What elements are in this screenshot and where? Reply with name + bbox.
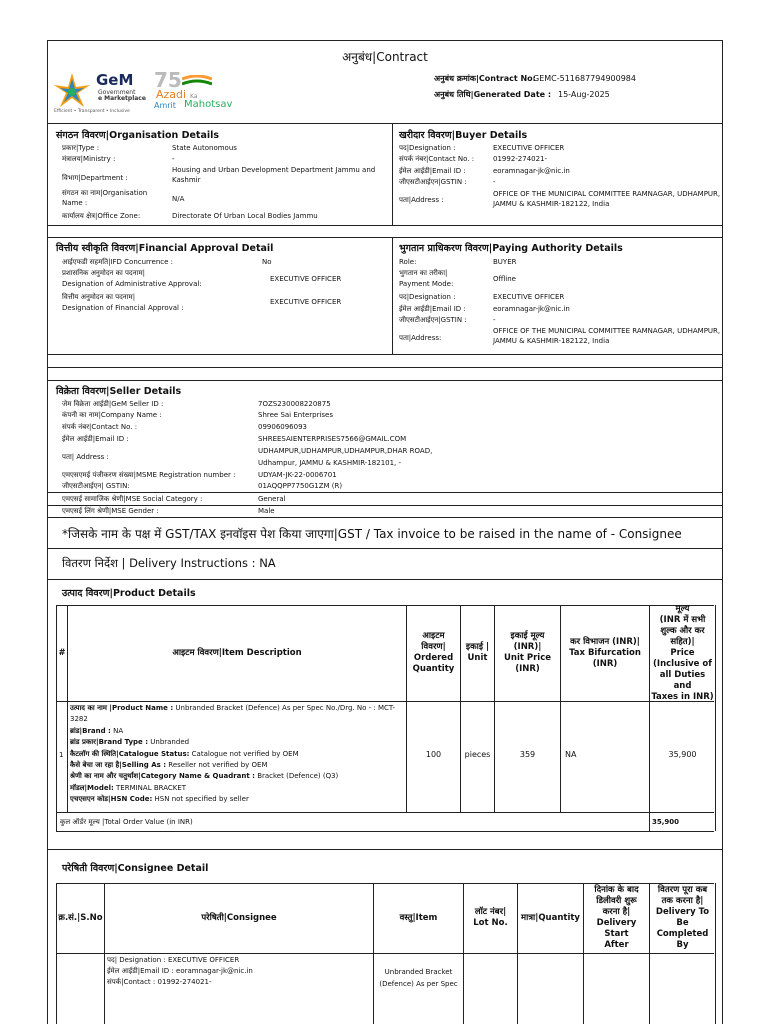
- seller-social-label: एमएसई सामाजिक श्रेणी|MSE Social Category :: [62, 495, 203, 503]
- paying-gstin-value: -: [493, 316, 496, 324]
- paying-email-value: eoramnagar-jk@nic.in: [493, 305, 570, 313]
- seller-gstin-label: जीएसटीआईएन| GSTIN:: [62, 482, 130, 490]
- col-tax-line: कर विभाजन (INR)|: [570, 636, 640, 647]
- col-delivery-complete: [650, 883, 715, 953]
- seller-heading: विक्रेता विवरण|Seller Details: [56, 386, 182, 397]
- col-start-line: डिलीवरी शुरू: [596, 896, 637, 906]
- consignee-email: ईमेल आईडी|Email ID : eoramnagar-jk@nic.in: [107, 967, 253, 975]
- model-label: मॉडल|Model:: [70, 783, 114, 792]
- product-row-tax: NA: [565, 750, 577, 759]
- col-sno: क्र.सं.|S.No: [58, 912, 103, 923]
- selling-label: कैसे बेचा जा रहा है|Selling As :: [70, 761, 167, 770]
- gem-star-icon: [52, 71, 92, 111]
- seller-email-label: ईमेल आईडी|Email ID :: [62, 435, 129, 443]
- col-item: वस्तु|Item: [399, 912, 438, 923]
- admin-approval-label-1: प्रशासनिक अनुमोदन का पदनाम|: [62, 269, 145, 277]
- product-row-qty: 100: [425, 750, 442, 759]
- gst-invoice-note: *जिसके नाम के पक्ष में GST/TAX इनवॉइस पेश किया जाएगा|GST / Tax invoice to be raised in the name of - Consignee: [62, 527, 682, 541]
- model-value: TERMINAL BRACKET: [116, 783, 187, 792]
- col-price-line: इकाई मूल्य: [510, 631, 545, 641]
- product-name-value: Unbranded Bracket (Defence) As per Spec No./Drg. No - : MCT-: [175, 704, 396, 712]
- consignee-contact: संपर्क|Contact : 01992-274021-: [107, 978, 212, 986]
- col-end-line: Completed: [656, 929, 709, 939]
- consignee-designation: पद| Designation : EXECUTIVE OFFICER: [107, 956, 240, 964]
- brand-type-value: Unbranded: [150, 738, 190, 747]
- col-unit-line: इकाई |: [465, 642, 490, 652]
- org-department-label: विभाग|Department :: [62, 174, 128, 182]
- col-start-line: दिनांक के बाद: [594, 885, 639, 895]
- fin-approval-value: EXECUTIVE OFFICER: [270, 298, 342, 306]
- page-title: अनुबंध|Contract: [342, 50, 428, 64]
- buyer-contact-value: 01992-274021-: [493, 155, 548, 163]
- buyer-email-label: ईमेल आईडी|Email ID :: [399, 167, 466, 175]
- col-end-line: वितरण पूरा कब: [657, 885, 708, 895]
- buyer-designation-value: EXECUTIVE OFFICER: [493, 144, 565, 152]
- paying-mode-value: Offline: [493, 275, 516, 283]
- contract-no-label: अनुबंध क्रमांक|Contract No:: [434, 74, 536, 83]
- col-total-line: all Duties and: [659, 669, 706, 691]
- col-total-line: सहित)|: [670, 636, 695, 647]
- paying-mode-label-2: Payment Mode:: [399, 280, 454, 288]
- org-type-label: प्रकार|Type :: [62, 144, 100, 152]
- col-qty-line: Ordered: [413, 653, 454, 663]
- product-row-total: 35,900: [668, 750, 697, 759]
- col-price-line: (INR): [515, 664, 540, 674]
- product-heading: उत्पाद विवरण|Product Details: [62, 588, 196, 599]
- col-tax-bifurcation: [561, 605, 649, 701]
- col-unit: [461, 605, 494, 701]
- paying-gstin-label: जीएसटीआईएन|GSTIN :: [399, 316, 467, 324]
- seller-address-line-1: UDHAMPUR,UDHAMPUR,UDHAMPUR,DHAR ROAD,: [258, 447, 433, 455]
- admin-approval-value: EXECUTIVE OFFICER: [270, 275, 342, 283]
- col-end-line: Be: [676, 918, 689, 928]
- org-office-zone-label: कार्यालय क्षेत्र|Office Zone:: [62, 212, 141, 220]
- total-order-value-label: कुल ऑर्डर मूल्य |Total Order Value (in INR): [60, 818, 193, 826]
- admin-approval-label-2: Designation of Administrative Approval:: [62, 280, 202, 288]
- gem-name: GeM: [96, 71, 134, 89]
- catalogue-label: कैटलॉग की स्थिति|Catalogue Status:: [70, 749, 190, 758]
- seller-company-value: Shree Sai Enterprises: [258, 411, 334, 419]
- col-start-line: After: [604, 940, 629, 950]
- paying-mode-label-1: भुगतान का तरीका|: [399, 269, 448, 277]
- col-lot-line: लॉट नंबर|: [474, 907, 507, 917]
- col-end-line: By: [676, 940, 689, 950]
- azadi-ka-amrit-mahotsav-logo: [152, 69, 244, 119]
- product-name-label: उत्पाद का नाम |Product Name :: [70, 704, 174, 712]
- col-qty-line: आइटम: [422, 631, 445, 641]
- product-name-value-2: 3282: [70, 715, 88, 724]
- col-price-line: (INR)|: [513, 642, 542, 652]
- seller-company-label: कंपनी का नाम|Company Name :: [62, 411, 162, 419]
- seller-contact-value: 09906096093: [258, 423, 307, 431]
- org-department-value: Housing and Urban Development Department Jammu and Kashmir: [172, 166, 376, 184]
- org-ministry-label: मंत्रालय|Ministry :: [62, 155, 116, 163]
- contract-no-value: GEMC-511687794900984: [533, 74, 636, 83]
- buyer-email-value: eoramnagar-jk@nic.in: [493, 167, 570, 175]
- hsn-value: HSN not specified by seller: [154, 795, 249, 804]
- seller-address-label: पता| Address :: [62, 453, 109, 461]
- col-ordered-quantity: [407, 605, 460, 701]
- buyer-address-label: पता|Address :: [399, 196, 444, 204]
- col-total-line: (INR में सभी: [659, 614, 706, 625]
- fin-approval-label-2: Designation of Financial Approval :: [62, 304, 184, 312]
- col-total-line: Price: [670, 647, 695, 658]
- org-office-zone-value: Directorate Of Urban Local Bodies Jammu: [172, 212, 318, 220]
- consignee-item-line-1: Unbranded Bracket: [384, 968, 453, 976]
- paying-role-label: Role:: [399, 258, 417, 266]
- tricolor-flag-icon: [182, 75, 212, 89]
- col-num: #: [58, 647, 66, 658]
- catalogue-value: Catalogue not verified by OEM: [191, 749, 299, 758]
- brand-label: ब्रांड|Brand :: [70, 726, 111, 735]
- col-total-line: मूल्य: [675, 603, 690, 614]
- buyer-gstin-label: जीएसटीआईएन|GSTIN :: [399, 178, 467, 186]
- col-lot-line: Lot No.: [473, 918, 508, 928]
- col-unit-price: [495, 605, 560, 701]
- buyer-designation-label: पद|Designation :: [399, 144, 456, 152]
- col-end-line: Delivery To: [655, 907, 710, 917]
- consignee-item-line-2: (Defence) As per Spec: [379, 980, 458, 988]
- product-row-num: 1: [59, 751, 64, 759]
- brand-value: NA: [113, 726, 124, 735]
- product-row-unit: pieces: [464, 750, 491, 759]
- hsn-label: एचएसएन कोड|HSN Code:: [70, 795, 153, 804]
- seller-social-value: General: [258, 495, 286, 503]
- generated-date-value: 15-Aug-2025: [558, 90, 610, 99]
- consignee-heading: परेषिती विवरण|Consignee Detail: [62, 863, 209, 874]
- total-order-value: 35,900: [652, 818, 680, 826]
- col-tax-line: (INR): [592, 658, 618, 669]
- organisation-heading: संगठन विवरण|Organisation Details: [56, 130, 220, 141]
- col-total-line: शुल्क और कर: [660, 625, 705, 636]
- col-qty-line: विवरण|: [421, 642, 446, 652]
- seller-address-line-2: Udhampur, JAMMU & KASHMIR-182101, -: [258, 459, 402, 467]
- azadi-ka: Ka: [190, 93, 198, 100]
- seller-msme-value: UDYAM-JK-22-0006701: [258, 471, 337, 479]
- gem-logo: [52, 69, 148, 119]
- delivery-instructions: वितरण निर्देश | Delivery Instructions : NA: [62, 556, 276, 570]
- mahotsav-word: Mahotsav: [184, 99, 233, 110]
- selling-value: Reseller not verified by OEM: [168, 761, 268, 770]
- gem-tagline: Efficient • Transparent • Inclusive: [54, 109, 130, 114]
- seller-contact-label: संपर्क नंबर|Contact No. :: [62, 423, 138, 431]
- seller-msme-label: एमएसएमई पंजीकरण संख्या|MSME Registration number :: [62, 471, 236, 479]
- org-name-label: संगठन का नाम|Organisation Name :: [62, 189, 148, 207]
- paying-role-value: BUYER: [493, 258, 517, 266]
- col-quantity: मात्रा|Quantity: [521, 912, 580, 923]
- azadi-word: Azadi: [156, 88, 187, 101]
- ifd-label: आईएफडी सहमति|IFD Concurrence :: [62, 258, 173, 266]
- org-type-value: State Autonomous: [172, 144, 237, 152]
- paying-email-label: ईमेल आईडी|Email ID :: [399, 305, 466, 313]
- paying-designation-value: EXECUTIVE OFFICER: [493, 293, 565, 301]
- fin-approval-label-1: वित्तीय अनुमोदन का पदनाम|: [62, 293, 136, 301]
- org-name-value: N/A: [172, 195, 185, 203]
- paying-address-value: OFFICE OF THE MUNICIPAL COMMITTEE RAMNAGAR, UDHAMPUR, JAMMU & KASHMIR-182122, India: [493, 327, 721, 345]
- paying-designation-label: पद|Designation :: [399, 293, 456, 301]
- org-ministry-value: -: [172, 155, 175, 163]
- buyer-address-value: OFFICE OF THE MUNICIPAL COMMITTEE RAMNAGAR, UDHAMPUR, JAMMU & KASHMIR-182122, India: [493, 190, 721, 208]
- buyer-contact-label: संपर्क नंबर|Contact No. :: [399, 155, 475, 163]
- col-total-price: [650, 605, 715, 701]
- amrit-word: Amrit: [154, 101, 176, 110]
- product-row-description: [70, 703, 404, 806]
- category-label: श्रेणी का नाम और चतुर्थांश|Category Name & Quadrant :: [70, 772, 255, 781]
- gem-line2: e Marketplace: [98, 95, 146, 102]
- financial-heading: वित्तीय स्वीकृति विवरण|Financial Approval Detail: [56, 243, 274, 254]
- col-start-line: करना है|: [602, 907, 631, 917]
- category-value: Bracket (Defence) (Q3): [257, 772, 339, 781]
- col-unit-line: Unit: [467, 653, 488, 663]
- buyer-heading: खरीदार विवरण|Buyer Details: [399, 130, 528, 141]
- seller-email-value: SHREESAIENTERPRISES7566@GMAIL.COM: [258, 435, 407, 443]
- seller-id-value: 7OZS230008220875: [258, 400, 331, 408]
- seller-gender-value: Male: [258, 507, 275, 515]
- col-end-line: तक करना है|: [661, 896, 704, 906]
- seller-gender-label: एमएसई लिंग श्रेणी|MSE Gender :: [62, 507, 159, 515]
- col-delivery-start: [584, 883, 649, 953]
- seller-id-label: जेम विक्रेता आईडी|GeM Seller ID :: [62, 400, 164, 408]
- ifd-value: No: [262, 258, 272, 266]
- paying-heading: भुगतान प्राधिकरण विवरण|Paying Authority Details: [399, 243, 623, 254]
- brand-type-label: ब्रांड प्रकार|Brand Type :: [70, 738, 149, 747]
- col-tax-line: Tax Bifurcation: [569, 647, 641, 658]
- generated-date-label: अनुबंध तिथि|Generated Date :: [434, 90, 552, 99]
- col-lot-no: [464, 883, 517, 953]
- azadi-number: 75: [154, 68, 182, 92]
- col-start-line: Delivery Start: [596, 918, 637, 939]
- gem-line1: Government: [98, 89, 136, 96]
- buyer-gstin-value: -: [493, 178, 496, 186]
- col-item-description: आइटम विवरण|Item Description: [172, 647, 302, 658]
- seller-gstin-value: 01AQQPP7750G1ZM (R): [258, 482, 343, 490]
- contract-document: [47, 40, 723, 1024]
- col-qty-line: Quantity: [412, 664, 455, 674]
- paying-address-label: पता|Address:: [399, 334, 442, 342]
- col-total-line: (Inclusive of: [653, 658, 712, 669]
- product-row-price: 359: [519, 750, 536, 759]
- col-total-line: Taxes in INR): [651, 691, 714, 702]
- col-consignee: परेषिती|Consignee: [201, 912, 277, 923]
- col-price-line: Unit Price: [503, 653, 552, 663]
